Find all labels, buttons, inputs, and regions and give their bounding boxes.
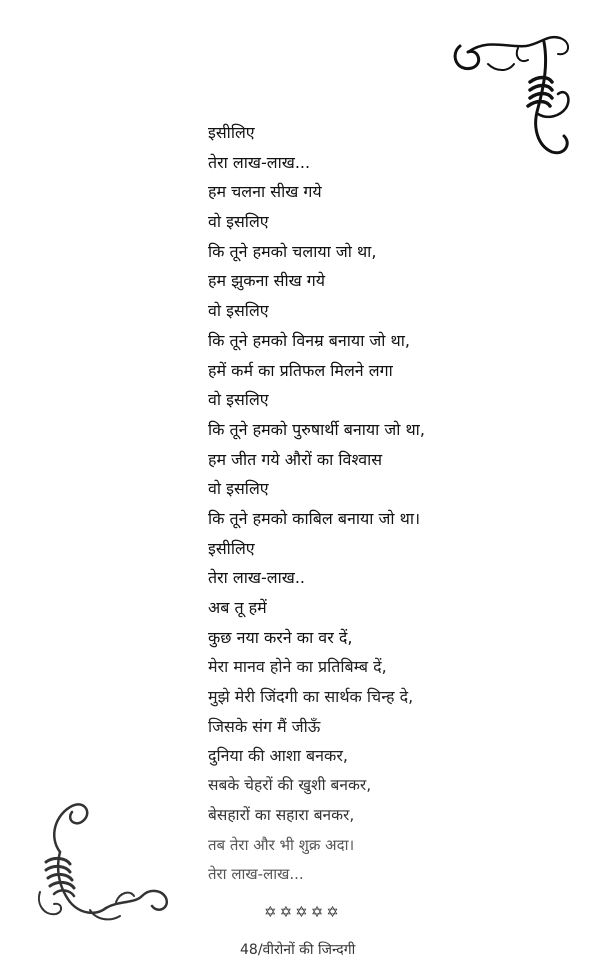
- poem-line: अब तू हमें: [208, 598, 267, 617]
- poem-line: मेरा मानव होने का प्रतिबिम्ब दें,: [208, 657, 387, 677]
- corner-flourish-bottom-left: [30, 792, 180, 932]
- poem-text: [208, 118, 425, 890]
- poem-line: तेरा लाख-लाख...: [208, 152, 311, 172]
- poem-line: तेरा लाख-लाख...: [208, 865, 304, 884]
- poem-line: कि तूने हमको पुरुषार्थी बनाया जो था,: [208, 419, 425, 439]
- poem-line: वो इसलिए: [208, 390, 269, 410]
- poem-line: इसीलिए: [208, 123, 255, 142]
- poem-line: जिसके संग मैं जीऊँ: [208, 716, 321, 736]
- poem-line: हम जीत गये औरों का विश्वास: [208, 449, 383, 469]
- poem-line: इसीलिए: [208, 538, 255, 558]
- poem-line: तब तेरा और भी शुक्र अदा।: [208, 835, 355, 854]
- poem-line: कुछ नया करने का वर दें,: [208, 627, 353, 647]
- poem-line: हम चलना सीख गये: [208, 182, 322, 202]
- poem-line: दुनिया की आशा बनकर,: [208, 746, 348, 766]
- poem-line: मुझे मेरी जिंदगी का सार्थक चिन्ह दे,: [208, 687, 414, 707]
- poem-line: वो इसलिए: [208, 212, 269, 232]
- poem-line: तेरा लाख-लाख..: [208, 568, 305, 588]
- poem-line: कि तूने हमको विनम्र बनाया जो था,: [208, 330, 410, 350]
- poem-line: वो इसलिए: [208, 301, 269, 321]
- poem-line: कि तूने हमको काबिल बनाया जो था।: [208, 508, 421, 528]
- poem-line: कि तूने हमको चलाया जो था,: [208, 241, 377, 261]
- poem-line: वो इसलिए: [208, 479, 269, 499]
- poem-line: हम झुकना सीख गये: [208, 271, 326, 291]
- poem-line: हमें कर्म का प्रतिफल मिलने लगा: [208, 360, 393, 380]
- page-footer: 48/वीरोनों की जिन्दगी: [240, 942, 356, 958]
- poem-line: बेसहारों का सहारा बनकर,: [208, 805, 355, 824]
- corner-flourish-top-right: [448, 24, 578, 164]
- poem-line: सबके चेहरों की खुशी बनकर,: [208, 776, 372, 795]
- star-separator: ✡✡✡✡✡: [264, 903, 342, 921]
